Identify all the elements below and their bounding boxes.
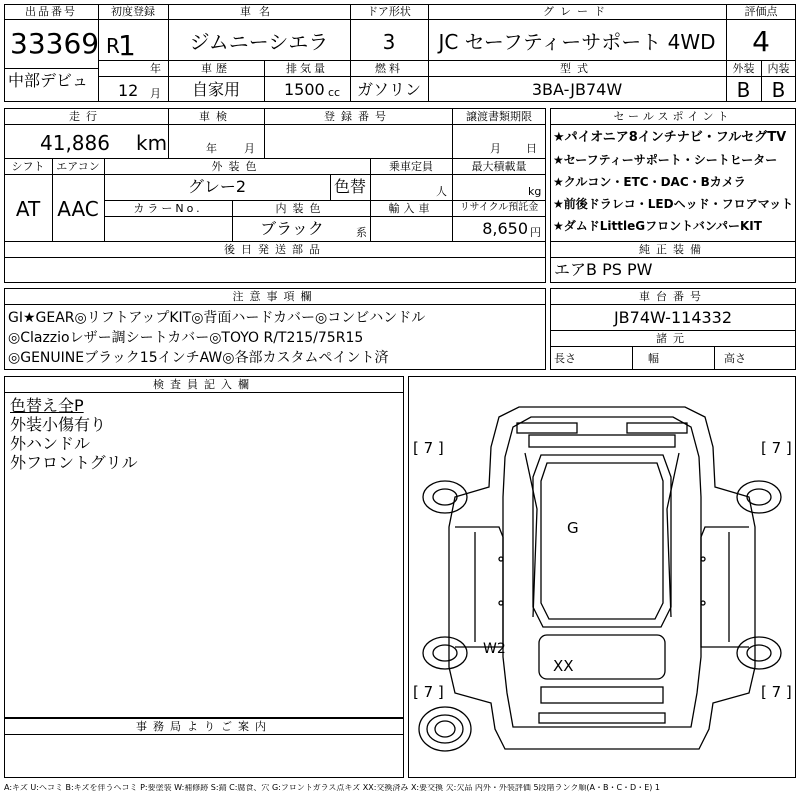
capacity-label: 乗車定員: [389, 160, 433, 173]
first-reg-year: 1: [118, 29, 136, 62]
damage-mark-rear: XX: [553, 657, 574, 675]
int-color-value: ブラック: [260, 219, 324, 238]
displacement-value: 1500: [284, 80, 325, 99]
legend: A:キズ U:ヘコミ B:キズを伴うヘコミ P:要塗装 W:補修跡 S:錆 C:腐食、穴 G:フロントガラス点キズ XX:交換済み X:要交換 欠:欠品 内外・外装評価 5段階ランク順(A・B・C・D・E) 1: [4, 784, 661, 792]
ext-color-value: グレー2: [187, 177, 247, 196]
lot-number: 33369: [10, 27, 100, 60]
equipment-label: 純正装備: [639, 243, 707, 256]
transfer-day-unit: 日: [526, 142, 537, 155]
lot-label: 出品番号: [25, 5, 77, 18]
month-unit: 月: [150, 87, 161, 100]
first-reg-label: 初度登録: [111, 5, 155, 18]
height-label: 高さ: [724, 352, 746, 365]
int-score-value: B: [771, 78, 786, 102]
inspector-line: 外ハンドル: [10, 434, 91, 453]
inspector-label: 検査員記入欄: [153, 378, 255, 391]
note-line: ◎Clazzioレザー調シートカバー◎TOYO R/T215/75R15: [8, 330, 364, 346]
sales-point-item: ★パイオニア8インチナビ・フルセグTV: [553, 130, 787, 145]
tire-mark-front-left: [ 7 ]: [413, 439, 444, 457]
width-label: 幅: [648, 352, 659, 365]
car-name: ジムニーシエラ: [189, 30, 329, 54]
ext-color-label: 外装色: [211, 160, 263, 173]
history-label: 車歴: [201, 62, 231, 75]
shift-label: シフト: [11, 160, 45, 173]
ext-score-value: B: [736, 78, 751, 102]
equipment-value: エアB PS PW: [554, 260, 653, 279]
later-parts-label: 後日発送部品: [224, 243, 326, 256]
inspection-year-unit: 年: [206, 142, 217, 155]
transfer-month-unit: 月: [490, 142, 501, 155]
length-label: 長さ: [554, 352, 576, 365]
int-color-unit: 系: [356, 226, 367, 239]
fuel-value: ガソリン: [356, 80, 421, 99]
score-value: 4: [752, 25, 770, 58]
inspector-lines: [10, 396, 138, 472]
color-no-label: カラーNo.: [133, 202, 203, 215]
max-load-unit: kg: [528, 185, 542, 198]
note-line: ◎GENUINEブラック15インチAW◎各部カスタムペイント済: [8, 350, 389, 366]
inspector-line: 外フロントグリル: [10, 453, 138, 472]
sales-point-item: ★前後ドラレコ・LEDヘッド・フロアマット: [553, 197, 794, 211]
grade-value: JC セーフティーサポート 4WD: [438, 30, 716, 54]
damage-mark-windshield: G: [567, 519, 579, 537]
ac-label: エアコン: [56, 160, 100, 173]
inspection-label: 車検: [199, 110, 233, 123]
door-label: ドア形状: [367, 5, 411, 18]
import-label: 輸入車: [388, 202, 434, 215]
tire-mark-front-right: [ 7 ]: [761, 439, 792, 457]
score-label: 評価点: [744, 5, 778, 18]
notes-lines: [8, 308, 544, 368]
dims-label: 諸元: [656, 332, 690, 345]
year-unit: 年: [150, 62, 161, 75]
shift-value: AT: [15, 197, 41, 221]
chassis-label: 車台番号: [639, 290, 707, 303]
sales-point-item: ★セーフティーサポート・シートヒーター: [553, 153, 778, 167]
door-value: 3: [382, 30, 396, 54]
recycle-fee: 8,650: [482, 219, 528, 238]
car-diagram-panel: [408, 376, 796, 778]
sales-points-label: セールスポイント: [613, 110, 733, 123]
sales-point-item: ★ダムドLittleGフロントバンパーKIT: [553, 219, 762, 233]
int-score-label: 内装: [767, 62, 790, 75]
sales-points-list: [553, 127, 795, 237]
recycle-unit: 円: [530, 226, 541, 239]
model-label: 型式: [560, 62, 594, 75]
ext-score-label: 外装: [732, 62, 755, 75]
reg-no-label: 登録番号: [324, 110, 392, 123]
inspector-line: 色替え全P: [10, 396, 84, 415]
fuel-label: 燃料: [375, 62, 403, 75]
mileage-unit: km: [136, 131, 168, 155]
notes-label: 注意事項欄: [232, 290, 318, 303]
tire-mark-rear-right: [ 7 ]: [761, 683, 792, 701]
capacity-unit: 人: [436, 185, 447, 198]
venue: 中部デビュ: [8, 71, 89, 90]
tire-mark-rear-left: [ 7 ]: [413, 683, 444, 701]
first-reg-month: 12: [118, 81, 139, 100]
ac-value: AAC: [57, 197, 99, 221]
chassis-number: JB74W-114332: [613, 308, 733, 327]
car-diagram: [409, 377, 795, 777]
car-name-label: 車名: [240, 5, 278, 18]
first-reg-era: R: [106, 34, 120, 58]
displacement-label: 排気量: [286, 62, 328, 75]
int-color-label: 内装色: [275, 202, 327, 215]
max-load-label: 最大積載量: [471, 160, 527, 173]
damage-mark-left-rear: W2: [483, 641, 506, 657]
inspection-month-unit: 月: [244, 142, 255, 155]
history-value: 自家用: [191, 80, 240, 99]
office-label: 事務局よりご案内: [136, 720, 272, 733]
model-value: 3BA-JB74W: [531, 80, 623, 99]
note-line: GI★GEAR◎リフトアップKIT◎背面ハードカバー◎コンビハンドル: [8, 310, 426, 326]
mileage-label: 走行: [69, 110, 103, 123]
transfer-label: 譲渡書類期限: [466, 110, 532, 123]
recycle-label: リサイクル預託金: [459, 202, 539, 213]
displacement-unit: cc: [328, 86, 341, 99]
sales-point-item: ★クルコン・ETC・DAC・Bカメラ: [553, 175, 746, 189]
inspector-line: 外装小傷有り: [10, 415, 107, 434]
mileage-value: 41,886: [40, 131, 110, 155]
repainted-mark: 色替: [333, 177, 366, 196]
grade-label: グレード: [543, 5, 611, 18]
